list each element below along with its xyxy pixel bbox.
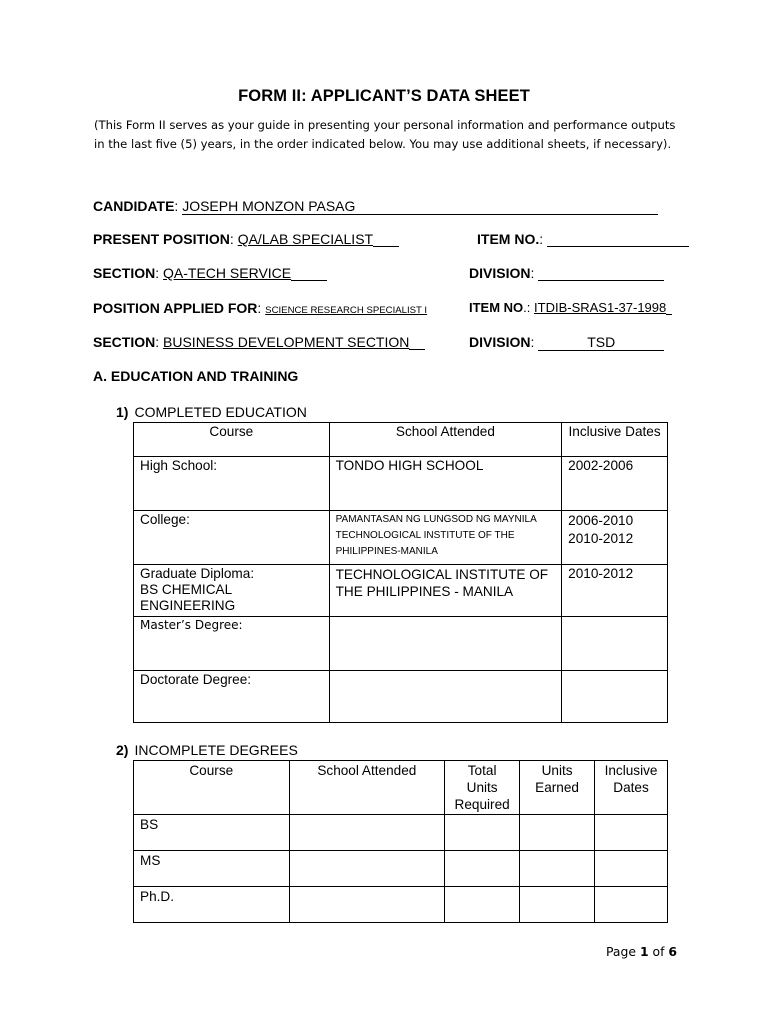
school-cell[interactable] — [289, 851, 445, 887]
table-row — [134, 511, 668, 565]
completed-education-number: 1) — [116, 404, 129, 420]
header-school: School Attended — [329, 423, 562, 457]
header-units-earned: Units Earned — [520, 761, 595, 815]
total-units-cell[interactable] — [445, 887, 520, 923]
course-cell[interactable]: Ph.D. — [134, 887, 290, 923]
course-cell[interactable]: MS — [134, 851, 290, 887]
total-units-cell[interactable] — [445, 851, 520, 887]
page-current: 1 — [639, 944, 649, 959]
item-no-label: ITEM NO. — [477, 231, 540, 247]
header-dates: Inclusive Dates — [595, 761, 668, 815]
section-underline-1 — [291, 266, 327, 281]
table-row — [134, 565, 668, 617]
dates-cell[interactable]: 2002-2006 — [562, 457, 668, 511]
section-row-2: SECTION: BUSINESS DEVELOPMENT SECTION — [93, 334, 425, 350]
position-applied-value[interactable]: SCIENCE RESEARCH SPECIALIST I — [265, 305, 428, 316]
school-cell[interactable] — [289, 815, 445, 851]
division-field-1[interactable] — [538, 266, 664, 281]
completed-education-table — [133, 422, 668, 723]
item-no-row-2: ITEM NO.: ITDIB-SRAS1-37-1998 — [469, 300, 672, 315]
section-value-1[interactable]: QA-TECH SERVICE — [163, 265, 292, 281]
table-row — [134, 851, 668, 887]
incomplete-degrees-number: 2) — [116, 742, 129, 758]
dates-cell[interactable] — [595, 815, 668, 851]
item-no-underline-2 — [666, 300, 672, 315]
section-label-1: SECTION — [93, 265, 156, 281]
school-cell[interactable]: TONDO HIGH SCHOOL — [329, 457, 562, 511]
item-no-value-2[interactable]: ITDIB-SRAS1-37-1998 — [534, 300, 667, 315]
units-earned-cell[interactable] — [520, 887, 595, 923]
division-label-1: DIVISION — [469, 265, 531, 281]
table-row — [134, 617, 668, 671]
course-cell[interactable]: College: — [134, 511, 330, 565]
incomplete-degrees-title: INCOMPLETE DEGREES — [134, 742, 298, 758]
school-cell[interactable]: PAMANTASAN NG LUNGSOD NG MAYNILA TECHNOLOGICAL INSTITUTE OF THE PHILIPPINES-MANILA — [329, 511, 562, 565]
page-mid: of — [648, 944, 669, 959]
section-underline-2 — [409, 335, 425, 350]
item-no-field[interactable] — [547, 232, 689, 247]
item-no-label-2: ITEM NO — [469, 300, 524, 315]
table-header-row — [134, 761, 668, 815]
course-cell[interactable]: Doctorate Degree: — [134, 671, 330, 723]
table-row — [134, 815, 668, 851]
division-label-2: DIVISION — [469, 334, 531, 350]
instructions-line-1: (This Form II serves as your guide in presenting your personal information and performance outputs — [94, 118, 676, 132]
dates-cell[interactable] — [562, 617, 668, 671]
header-course: Course — [134, 423, 330, 457]
course-cell[interactable]: High School: — [134, 457, 330, 511]
units-earned-cell[interactable] — [520, 851, 595, 887]
candidate-row: CANDIDATE: JOSEPH MONZON PASAG — [93, 198, 658, 215]
candidate-label: CANDIDATE — [93, 198, 175, 214]
division-row-2: DIVISION: TSD — [469, 334, 664, 351]
page-prefix: Page — [606, 944, 640, 959]
course-cell[interactable]: Graduate Diploma: BS CHEMICAL ENGINEERING — [134, 565, 330, 617]
completed-education-title: COMPLETED EDUCATION — [134, 404, 307, 420]
section-value-2[interactable]: BUSINESS DEVELOPMENT SECTION — [163, 334, 410, 350]
school-cell[interactable] — [289, 887, 445, 923]
instructions-line-2: in the last five (5) years, in the order indicated below. You may use additional sheets, if necessary). — [94, 137, 672, 151]
header-course: Course — [134, 761, 290, 815]
page-number — [606, 944, 677, 959]
dates-cell[interactable]: 2006-2010 2010-2012 — [562, 511, 668, 565]
section-label-2: SECTION — [93, 334, 156, 350]
present-position-label: PRESENT POSITION — [93, 231, 230, 247]
incomplete-degrees-table — [133, 760, 668, 923]
section-row-1: SECTION: QA-TECH SERVICE — [93, 265, 327, 281]
form-instructions — [94, 116, 694, 154]
dates-cell[interactable] — [595, 887, 668, 923]
completed-education-heading — [116, 404, 307, 420]
table-row — [134, 887, 668, 923]
section-a-heading: A. EDUCATION AND TRAINING — [93, 368, 299, 384]
item-no-row: ITEM NO.: — [477, 231, 689, 247]
table-header-row — [134, 423, 668, 457]
form-title: FORM II: APPLICANT’S DATA SHEET — [238, 87, 530, 105]
course-cell[interactable]: BS — [134, 815, 290, 851]
header-dates: Inclusive Dates — [562, 423, 668, 457]
school-cell[interactable] — [329, 617, 562, 671]
header-total-units: Total Units Required — [445, 761, 520, 815]
school-cell[interactable]: TECHNOLOGICAL INSTITUTE OF THE PHILIPPINES - MANILA — [329, 565, 562, 617]
course-cell[interactable]: Master’s Degree: — [134, 617, 330, 671]
table-row — [134, 457, 668, 511]
incomplete-degrees-heading — [116, 742, 298, 758]
page-total: 6 — [668, 944, 678, 959]
dates-cell[interactable]: 2010-2012 — [562, 565, 668, 617]
present-position-value[interactable]: QA/LAB SPECIALIST — [237, 231, 374, 247]
dates-cell[interactable] — [595, 851, 668, 887]
total-units-cell[interactable] — [445, 815, 520, 851]
division-row-1: DIVISION: — [469, 265, 664, 281]
position-applied-row: POSITION APPLIED FOR: SCIENCE RESEARCH SPECIALIST I — [93, 300, 428, 316]
dates-cell[interactable] — [562, 671, 668, 723]
candidate-value[interactable]: JOSEPH MONZON PASAG — [182, 198, 658, 215]
school-cell[interactable] — [329, 671, 562, 723]
division-value-2[interactable]: TSD — [538, 334, 664, 351]
present-position-row: PRESENT POSITION: QA/LAB SPECIALIST — [93, 231, 399, 247]
units-earned-cell[interactable] — [520, 815, 595, 851]
header-school: School Attended — [289, 761, 445, 815]
position-applied-label: POSITION APPLIED FOR — [93, 300, 258, 316]
present-position-underline — [373, 232, 399, 247]
table-row — [134, 671, 668, 723]
